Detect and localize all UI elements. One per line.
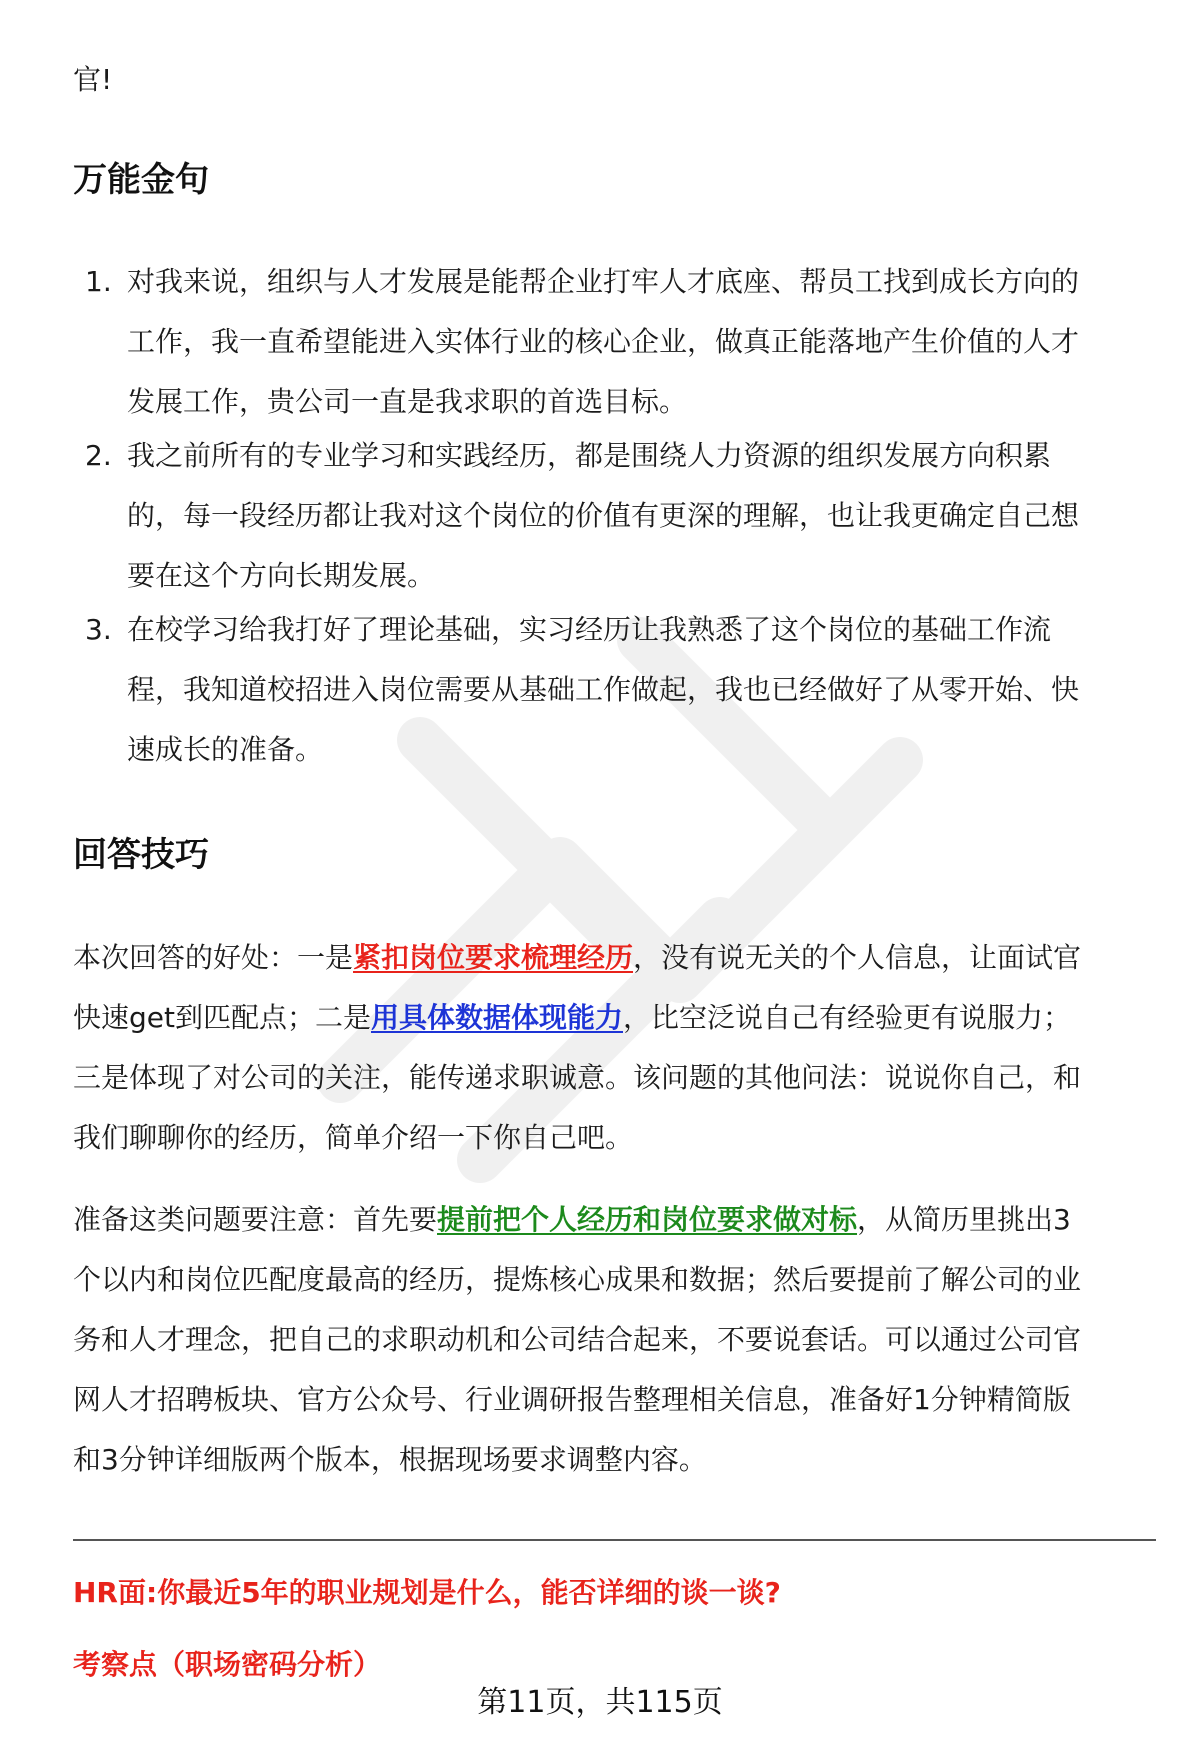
golden-sentences-heading: 万能金句 <box>73 160 209 200</box>
hr-question-heading: HR面:你最近5年的职业规划是什么，能否详细的谈一谈? <box>73 1576 781 1609</box>
paragraph-line: 和3分钟详细版两个版本，根据现场要求调整内容。 <box>73 1443 707 1476</box>
paragraph-line <box>73 1190 1155 1250</box>
list-item-number: 1. <box>85 265 112 298</box>
list-item <box>73 252 1153 432</box>
paragraph-line <box>73 988 1155 1048</box>
highlight-green: 提前把个人经历和岗位要求做对标 <box>437 1203 858 1236</box>
text-segment: ，没有说无关的个人信息，让面试官 <box>633 941 1082 974</box>
golden-sentences-list <box>73 252 1153 780</box>
tips-paragraph-preparation <box>73 1190 1155 1490</box>
paragraph-line: 网人才招聘板块、官方公众号、行业调研报告整理相关信息，准备好1分钟精简版 <box>73 1383 1071 1416</box>
text-segment: 本次回答的好处：一是 <box>73 941 354 974</box>
list-item-line: 在校学习给我打好了理论基础，实习经历让我熟悉了这个岗位的基础工作流 <box>127 613 1052 646</box>
answer-tips-heading: 回答技巧 <box>73 835 209 875</box>
continuation-text: 官! <box>73 63 113 96</box>
text-segment: 准备这类问题要注意：首先要 <box>73 1203 438 1236</box>
list-item-number: 2. <box>85 439 112 472</box>
text-segment: ，比空泛说自己有经验更有说服力； <box>623 1001 1072 1034</box>
tips-paragraph-benefits <box>73 928 1155 1168</box>
list-item <box>73 426 1153 606</box>
list-item-line: 工作，我一直希望能进入实体行业的核心企业，做真正能落地产生价值的人才 <box>127 325 1080 358</box>
list-item <box>73 600 1153 780</box>
list-item-line: 要在这个方向长期发展。 <box>127 559 436 592</box>
highlight-red: 紧扣岗位要求梳理经历 <box>353 941 634 974</box>
text-segment: 快速get到匹配点；二是 <box>73 1001 371 1034</box>
list-item-number: 3. <box>85 613 112 646</box>
page-number-footer: 第11页，共115页 <box>477 1685 723 1720</box>
assessment-points-heading: 考察点（职场密码分析） <box>73 1648 382 1681</box>
text-segment: ，从简历里挑出3 <box>857 1203 1071 1236</box>
highlight-blue: 用具体数据体现能力 <box>370 1001 623 1034</box>
paragraph-line: 个以内和岗位匹配度最高的经历，提炼核心成果和数据；然后要提前了解公司的业 <box>73 1263 1082 1296</box>
list-item-line: 速成长的准备。 <box>127 733 324 766</box>
paragraph-line: 我们聊聊你的经历，简单介绍一下你自己吧。 <box>73 1121 634 1154</box>
paragraph-line <box>73 928 1155 988</box>
list-item-line: 对我来说，组织与人才发展是能帮企业打牢人才底座、帮员工找到成长方向的 <box>127 265 1080 298</box>
paragraph-line: 务和人才理念，把自己的求职动机和公司结合起来，不要说套话。可以通过公司官 <box>73 1323 1082 1356</box>
paragraph-line: 三是体现了对公司的关注，能传递求职诚意。该问题的其他问法：说说你自己，和 <box>73 1061 1082 1094</box>
section-divider <box>73 1539 1156 1541</box>
list-item-line: 程，我知道校招进入岗位需要从基础工作做起，我也已经做好了从零开始、快 <box>127 673 1080 706</box>
list-item-line: 的，每一段经历都让我对这个岗位的价值有更深的理解，也让我更确定自己想 <box>127 499 1080 532</box>
list-item-line: 发展工作，贵公司一直是我求职的首选目标。 <box>127 385 688 418</box>
list-item-line: 我之前所有的专业学习和实践经历，都是围绕人力资源的组织发展方向积累 <box>127 439 1052 472</box>
